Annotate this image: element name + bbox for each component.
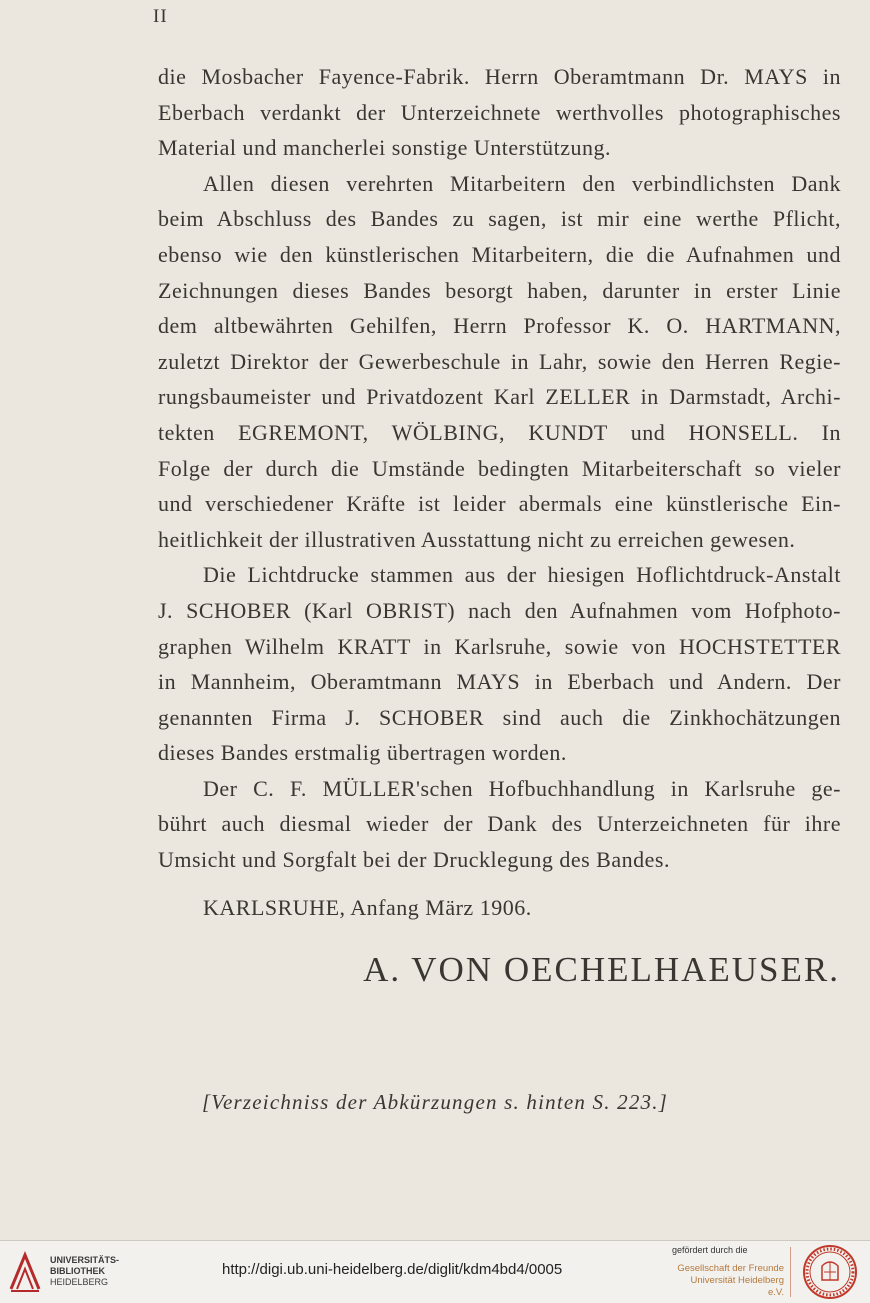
dateline: KARLSRUHE, Anfang März 1906. (203, 895, 532, 920)
text-line: rungsbaumeister und Privatdozent Karl ZELLER in Darmstadt, Archi- (158, 384, 841, 410)
paragraph (158, 59, 841, 166)
library-line-1: UNIVERSITÄTS- (50, 1255, 120, 1265)
text-line: genannten Firma J. SCHOBER sind auch die Zinkhochätzungen (158, 704, 841, 730)
text-line: Der C. F. MÜLLER'schen Hofbuchhandlung in Karlsruhe ge- (203, 775, 841, 801)
text-line: Die Lichtdrucke stammen aus der hiesigen Hoflichtdruck-Anstalt (203, 562, 841, 588)
text-line: zuletzt Direktor der Gewerbeschule in Lahr, sowie den Herren Regie- (158, 348, 841, 374)
body-text (158, 59, 841, 878)
society-line-1: Gesellschaft der Freunde (677, 1263, 784, 1274)
text-line: Allen diesen verehrten Mitarbeitern den verbindlichsten Dank (203, 170, 841, 196)
university-seal-icon (802, 1244, 858, 1300)
text-line: beim Abschluss des Bandes zu sagen, ist mir eine werthe Pflicht, (158, 206, 841, 232)
ub-heidelberg-logo-icon (8, 1249, 42, 1295)
text-line: graphen Wilhelm KRATT in Karlsruhe, sowie von HOCHSTETTER (158, 633, 841, 659)
text-line: die Mosbacher Fayence-Fabrik. Herrn Oberamtmann Dr. MAYS in (158, 64, 841, 89)
text-line: dieses Bandes erstmalig übertragen worden. (158, 740, 567, 766)
author-signature: A. VON OECHELHAEUSER. (363, 950, 840, 989)
society-line-2: Universität Heidelberg e.V. (690, 1275, 784, 1298)
paragraph (158, 771, 841, 878)
text-line: tekten EGREMONT, WÖLBING, KUNDT und HONSELL. In (158, 419, 841, 445)
page-number: II (153, 6, 168, 27)
text-line: bührt auch diesmal wieder der Dank des Unterzeichneten für ihre (158, 811, 841, 837)
text-line: Material und mancherlei sonstige Unterstützung. (158, 135, 611, 161)
text-line: Zeichnungen dieses Bandes besorgt haben, darunter in erster Linie (158, 277, 841, 303)
text-line: Folge der durch die Umstände bedingten Mitarbeiterschaft so vieler (158, 455, 841, 481)
library-line-3: HEIDELBERG (50, 1277, 109, 1287)
text-line: heitlichkeit der illustrativen Ausstattung nicht zu erreichen gewesen. (158, 526, 796, 552)
footer-divider (790, 1247, 791, 1297)
text-line: ebenso wie den künstlerischen Mitarbeitern, die die Aufnahmen und (158, 241, 841, 267)
text-line: in Mannheim, Oberamtmann MAYS in Eberbach und Andern. Der (158, 669, 841, 695)
text-line: Umsicht und Sorgfalt bei der Drucklegung des Bandes. (158, 847, 670, 873)
library-name (50, 1255, 119, 1288)
permalink-url[interactable]: http://digi.ub.uni-heidelberg.de/diglit/kdm4bd4/0005 (222, 1261, 563, 1278)
paragraph (158, 557, 841, 771)
text-line: dem altbewährten Gehilfen, Herrn Professor K. O. HARTMANN, (158, 313, 841, 339)
funded-by-label: gefördert durch die (672, 1245, 748, 1255)
society-name (672, 1263, 784, 1299)
paragraph (158, 166, 841, 558)
text-line: und verschiedener Kräfte ist leider abermals eine künstlerische Ein- (158, 491, 841, 517)
abbreviations-footnote: [Verzeichniss der Abkürzungen s. hinten S. 223.] (201, 1090, 669, 1114)
library-line-2: BIBLIOTHEK (50, 1266, 105, 1276)
viewer-footer (0, 1240, 870, 1303)
text-line: Eberbach verdankt der Unterzeichnete werthvolles photographisches (158, 99, 841, 125)
text-line: J. SCHOBER (Karl OBRIST) nach den Aufnahmen vom Hofphoto- (158, 597, 841, 623)
